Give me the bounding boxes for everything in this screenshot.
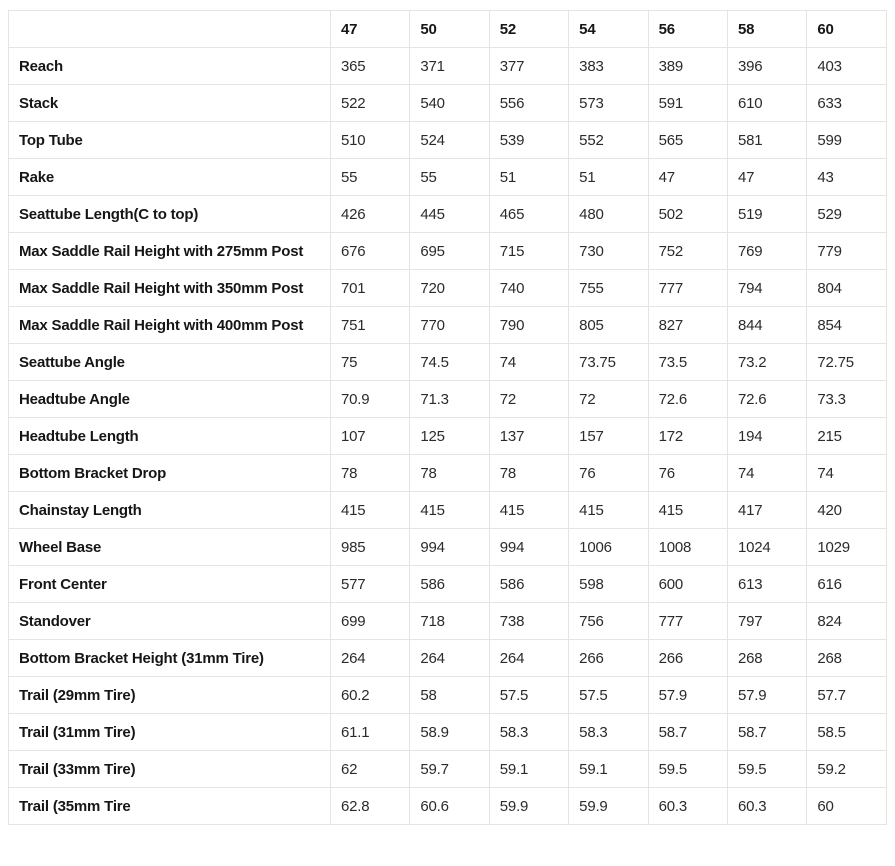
value-cell: 417 <box>727 492 806 529</box>
table-row <box>9 85 887 122</box>
value-cell: 415 <box>331 492 410 529</box>
table-row <box>9 492 887 529</box>
value-cell: 58.3 <box>489 714 568 751</box>
value-cell: 797 <box>727 603 806 640</box>
value-cell: 125 <box>410 418 489 455</box>
row-label: Standover <box>9 603 331 640</box>
table-row <box>9 418 887 455</box>
value-cell: 586 <box>489 566 568 603</box>
value-cell: 1006 <box>569 529 648 566</box>
header-row <box>9 11 887 48</box>
value-cell: 47 <box>727 159 806 196</box>
value-cell: 60.6 <box>410 788 489 825</box>
table-header <box>9 11 887 48</box>
value-cell: 172 <box>648 418 727 455</box>
value-cell: 633 <box>807 85 886 122</box>
value-cell: 420 <box>807 492 886 529</box>
row-label: Chainstay Length <box>9 492 331 529</box>
value-cell: 396 <box>727 48 806 85</box>
value-cell: 74 <box>807 455 886 492</box>
table-row <box>9 714 887 751</box>
value-cell: 72.6 <box>648 381 727 418</box>
value-cell: 616 <box>807 566 886 603</box>
corner-cell <box>9 11 331 48</box>
size-column-header: 56 <box>648 11 727 48</box>
value-cell: 58.3 <box>569 714 648 751</box>
value-cell: 695 <box>410 233 489 270</box>
table-row <box>9 529 887 566</box>
value-cell: 751 <box>331 307 410 344</box>
row-label: Bottom Bracket Height (31mm Tire) <box>9 640 331 677</box>
value-cell: 854 <box>807 307 886 344</box>
row-label: Stack <box>9 85 331 122</box>
value-cell: 718 <box>410 603 489 640</box>
value-cell: 268 <box>727 640 806 677</box>
value-cell: 57.9 <box>648 677 727 714</box>
value-cell: 51 <box>489 159 568 196</box>
value-cell: 74 <box>727 455 806 492</box>
value-cell: 58.9 <box>410 714 489 751</box>
value-cell: 365 <box>331 48 410 85</box>
value-cell: 529 <box>807 196 886 233</box>
value-cell: 73.5 <box>648 344 727 381</box>
value-cell: 556 <box>489 85 568 122</box>
value-cell: 994 <box>489 529 568 566</box>
row-label: Top Tube <box>9 122 331 159</box>
value-cell: 266 <box>569 640 648 677</box>
value-cell: 591 <box>648 85 727 122</box>
value-cell: 701 <box>331 270 410 307</box>
row-label: Trail (31mm Tire) <box>9 714 331 751</box>
value-cell: 600 <box>648 566 727 603</box>
value-cell: 57.9 <box>727 677 806 714</box>
row-label: Headtube Length <box>9 418 331 455</box>
value-cell: 805 <box>569 307 648 344</box>
table-row <box>9 270 887 307</box>
value-cell: 415 <box>489 492 568 529</box>
value-cell: 194 <box>727 418 806 455</box>
row-label: Reach <box>9 48 331 85</box>
value-cell: 57.5 <box>489 677 568 714</box>
table-row <box>9 677 887 714</box>
value-cell: 371 <box>410 48 489 85</box>
value-cell: 779 <box>807 233 886 270</box>
row-label: Seattube Angle <box>9 344 331 381</box>
value-cell: 59.7 <box>410 751 489 788</box>
value-cell: 60.3 <box>648 788 727 825</box>
value-cell: 59.5 <box>648 751 727 788</box>
value-cell: 510 <box>331 122 410 159</box>
size-column-header: 54 <box>569 11 648 48</box>
value-cell: 78 <box>489 455 568 492</box>
value-cell: 426 <box>331 196 410 233</box>
value-cell: 844 <box>727 307 806 344</box>
table-row <box>9 640 887 677</box>
value-cell: 157 <box>569 418 648 455</box>
value-cell: 519 <box>727 196 806 233</box>
table-row <box>9 603 887 640</box>
value-cell: 55 <box>331 159 410 196</box>
row-label: Bottom Bracket Drop <box>9 455 331 492</box>
value-cell: 107 <box>331 418 410 455</box>
value-cell: 502 <box>648 196 727 233</box>
value-cell: 777 <box>648 270 727 307</box>
table-row <box>9 233 887 270</box>
size-column-header: 47 <box>331 11 410 48</box>
value-cell: 59.1 <box>489 751 568 788</box>
value-cell: 777 <box>648 603 727 640</box>
value-cell: 59.5 <box>727 751 806 788</box>
value-cell: 699 <box>331 603 410 640</box>
value-cell: 377 <box>489 48 568 85</box>
value-cell: 73.3 <box>807 381 886 418</box>
value-cell: 581 <box>727 122 806 159</box>
value-cell: 268 <box>807 640 886 677</box>
size-column-header: 50 <box>410 11 489 48</box>
value-cell: 752 <box>648 233 727 270</box>
value-cell: 613 <box>727 566 806 603</box>
value-cell: 599 <box>807 122 886 159</box>
value-cell: 1024 <box>727 529 806 566</box>
value-cell: 59.9 <box>569 788 648 825</box>
value-cell: 403 <box>807 48 886 85</box>
row-label: Headtube Angle <box>9 381 331 418</box>
value-cell: 75 <box>331 344 410 381</box>
value-cell: 76 <box>648 455 727 492</box>
value-cell: 58.7 <box>727 714 806 751</box>
table-row <box>9 788 887 825</box>
value-cell: 676 <box>331 233 410 270</box>
value-cell: 51 <box>569 159 648 196</box>
value-cell: 770 <box>410 307 489 344</box>
value-cell: 522 <box>331 85 410 122</box>
table-body <box>9 48 887 825</box>
value-cell: 577 <box>331 566 410 603</box>
value-cell: 540 <box>410 85 489 122</box>
value-cell: 415 <box>410 492 489 529</box>
table-row <box>9 122 887 159</box>
row-label: Max Saddle Rail Height with 400mm Post <box>9 307 331 344</box>
value-cell: 58.7 <box>648 714 727 751</box>
value-cell: 74 <box>489 344 568 381</box>
value-cell: 57.5 <box>569 677 648 714</box>
value-cell: 62.8 <box>331 788 410 825</box>
value-cell: 60.3 <box>727 788 806 825</box>
row-label: Max Saddle Rail Height with 350mm Post <box>9 270 331 307</box>
value-cell: 1029 <box>807 529 886 566</box>
value-cell: 610 <box>727 85 806 122</box>
table-row <box>9 159 887 196</box>
value-cell: 415 <box>569 492 648 529</box>
value-cell: 389 <box>648 48 727 85</box>
value-cell: 1008 <box>648 529 727 566</box>
value-cell: 72.6 <box>727 381 806 418</box>
value-cell: 72 <box>569 381 648 418</box>
value-cell: 480 <box>569 196 648 233</box>
row-label: Front Center <box>9 566 331 603</box>
value-cell: 57.7 <box>807 677 886 714</box>
value-cell: 539 <box>489 122 568 159</box>
value-cell: 383 <box>569 48 648 85</box>
value-cell: 720 <box>410 270 489 307</box>
value-cell: 790 <box>489 307 568 344</box>
value-cell: 59.9 <box>489 788 568 825</box>
value-cell: 72.75 <box>807 344 886 381</box>
table-row <box>9 566 887 603</box>
value-cell: 465 <box>489 196 568 233</box>
size-column-header: 52 <box>489 11 568 48</box>
value-cell: 74.5 <box>410 344 489 381</box>
row-label: Rake <box>9 159 331 196</box>
value-cell: 73.2 <box>727 344 806 381</box>
value-cell: 264 <box>331 640 410 677</box>
value-cell: 755 <box>569 270 648 307</box>
value-cell: 43 <box>807 159 886 196</box>
value-cell: 137 <box>489 418 568 455</box>
value-cell: 59.1 <box>569 751 648 788</box>
table-row <box>9 381 887 418</box>
value-cell: 769 <box>727 233 806 270</box>
row-label: Seattube Length(C to top) <box>9 196 331 233</box>
value-cell: 715 <box>489 233 568 270</box>
value-cell: 524 <box>410 122 489 159</box>
value-cell: 60 <box>807 788 886 825</box>
value-cell: 61.1 <box>331 714 410 751</box>
value-cell: 415 <box>648 492 727 529</box>
value-cell: 58 <box>410 677 489 714</box>
value-cell: 756 <box>569 603 648 640</box>
size-column-header: 58 <box>727 11 806 48</box>
value-cell: 264 <box>410 640 489 677</box>
value-cell: 76 <box>569 455 648 492</box>
value-cell: 47 <box>648 159 727 196</box>
row-label: Trail (35mm Tire <box>9 788 331 825</box>
value-cell: 70.9 <box>331 381 410 418</box>
value-cell: 824 <box>807 603 886 640</box>
value-cell: 264 <box>489 640 568 677</box>
value-cell: 73.75 <box>569 344 648 381</box>
value-cell: 72 <box>489 381 568 418</box>
value-cell: 573 <box>569 85 648 122</box>
size-column-header: 60 <box>807 11 886 48</box>
value-cell: 565 <box>648 122 727 159</box>
table-row <box>9 307 887 344</box>
value-cell: 794 <box>727 270 806 307</box>
value-cell: 586 <box>410 566 489 603</box>
value-cell: 985 <box>331 529 410 566</box>
value-cell: 730 <box>569 233 648 270</box>
row-label: Wheel Base <box>9 529 331 566</box>
value-cell: 55 <box>410 159 489 196</box>
value-cell: 827 <box>648 307 727 344</box>
value-cell: 804 <box>807 270 886 307</box>
value-cell: 738 <box>489 603 568 640</box>
row-label: Trail (29mm Tire) <box>9 677 331 714</box>
value-cell: 62 <box>331 751 410 788</box>
geometry-table <box>8 10 887 825</box>
value-cell: 71.3 <box>410 381 489 418</box>
value-cell: 598 <box>569 566 648 603</box>
row-label: Max Saddle Rail Height with 275mm Post <box>9 233 331 270</box>
value-cell: 58.5 <box>807 714 886 751</box>
table-row <box>9 344 887 381</box>
row-label: Trail (33mm Tire) <box>9 751 331 788</box>
value-cell: 552 <box>569 122 648 159</box>
value-cell: 78 <box>331 455 410 492</box>
table-row <box>9 455 887 492</box>
table-row <box>9 48 887 85</box>
value-cell: 60.2 <box>331 677 410 714</box>
value-cell: 215 <box>807 418 886 455</box>
value-cell: 740 <box>489 270 568 307</box>
value-cell: 78 <box>410 455 489 492</box>
table-row <box>9 751 887 788</box>
value-cell: 994 <box>410 529 489 566</box>
table-row <box>9 196 887 233</box>
value-cell: 266 <box>648 640 727 677</box>
value-cell: 445 <box>410 196 489 233</box>
value-cell: 59.2 <box>807 751 886 788</box>
